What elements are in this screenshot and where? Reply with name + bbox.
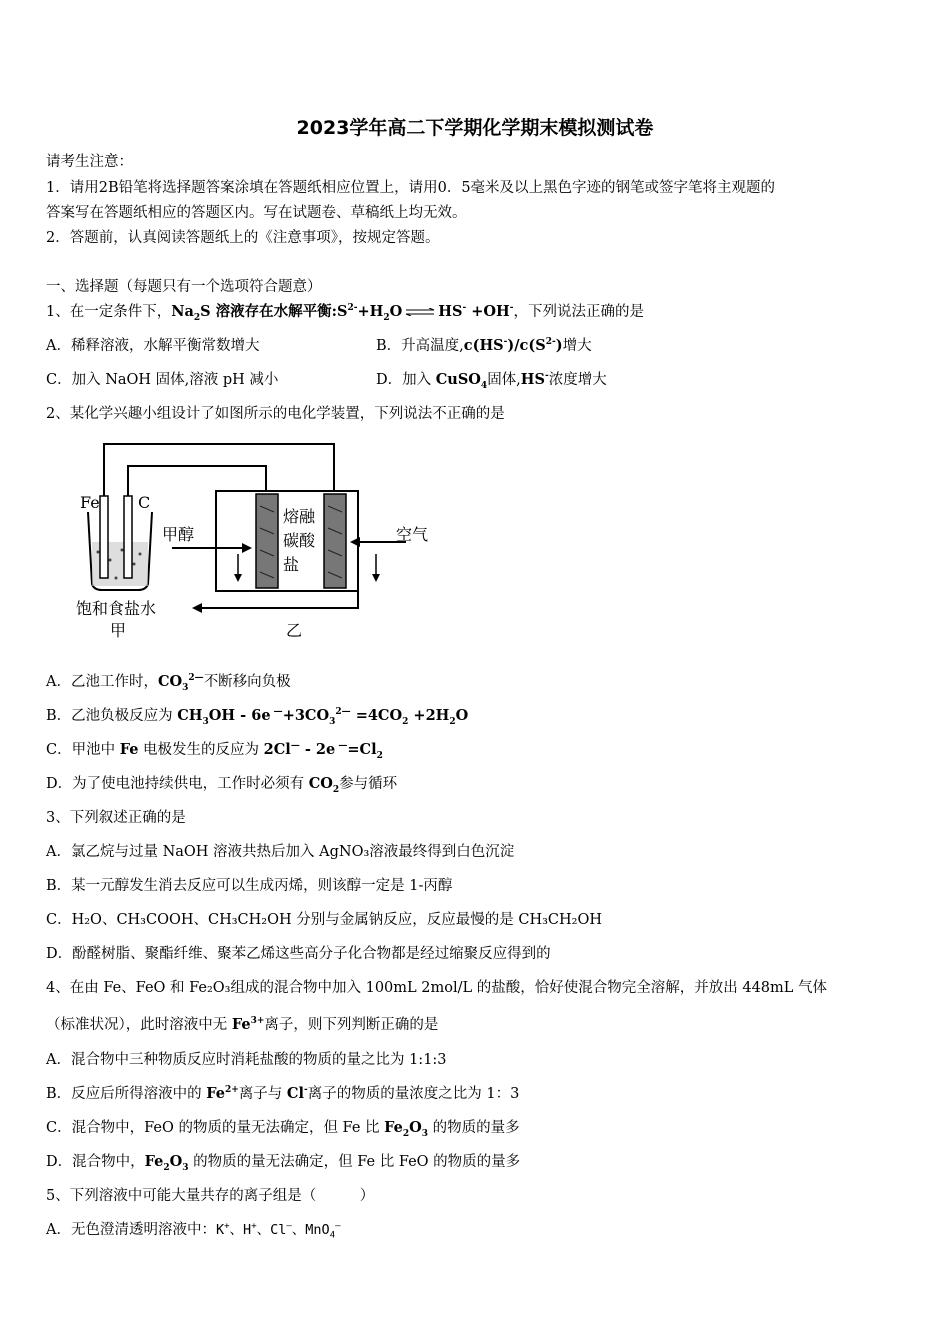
question-3-option-d: D．酚醛树脂、聚酯纤维、聚苯乙烯这些高分子化合物都是经过缩聚反应得到的 [46, 946, 551, 962]
question-4-option-c: C．混合物中，FeO 的物质的量无法确定，但 Fe 比 $Fe_2O_3$ 的物质的量多 [46, 1119, 520, 1139]
cathode-down-arrow-icon [372, 574, 380, 582]
c-electrode [124, 496, 132, 578]
label-saltwater: 饱和食盐水 [76, 599, 157, 618]
question-1-option-c: C．加入 NaOH 固体,溶液 pH 减小 [46, 372, 279, 388]
label-electrolyte-2: 碳酸 [283, 531, 316, 550]
label-electrolyte-3: 盐 [283, 555, 300, 574]
notice-item-2: 2．答题前，认真阅读答题纸上的《注意事项》，按规定答题。 [46, 230, 440, 246]
question-2-option-d: D．为了使电池持续供电，工作时必须有 $CO_2$参与循环 [46, 775, 398, 795]
question-2-option-c: C．甲池中 Fe 电极发生的反应为 2Cl— - 2e $^—=Cl_2$ [46, 741, 383, 761]
question-3-option-a: A．氯乙烷与过量 NaOH 溶液共热后加入 AgNO₃溶液最终得到白色沉淀 [46, 844, 515, 860]
air-inlet-arrow-icon [350, 537, 360, 547]
equilibrium-arrow-icon [405, 308, 435, 316]
methanol-inlet-arrow-icon [242, 543, 252, 553]
question-2-option-b: B．乙池负极反应为 $CH_3OH - 6e$ $^—+3CO_3^{2—} =4CO_2 +2H_2O$ [46, 707, 469, 727]
question-2-stem: 2、某化学兴趣小组设计了如图所示的电化学装置，下列说法不正确的是 [46, 406, 505, 422]
question-3-option-b: B．某一元醇发生消去反应可以生成丙烯，则该醇一定是 1-丙醇 [46, 878, 453, 894]
notice-heading: 请考生注意： [46, 154, 133, 170]
q1-stem-prefix: 1、在一定条件下， [46, 304, 172, 320]
question-4-option-b: B．反应后所得溶液中的 $Fe^{2+}$离子与 Cl-离子的物质的量浓度之比为 1：3 [46, 1085, 520, 1102]
label-electrolyte-1: 熔融 [283, 507, 316, 526]
question-4-stem-a: 4、在由 Fe、FeO 和 Fe₂O₃组成的混合物中加入 100mL 2mol/L 的盐酸，恰好使混合物完全溶解，并放出 448mL 气体 [46, 980, 828, 996]
question-3-option-c: C．H₂O、CH₃COOH、CH₃CH₂OH 分别与金属钠反应，反应最慢的是 CH₃CH₂OH [46, 912, 602, 928]
question-3-stem: 3、下列叙述正确的是 [46, 810, 186, 826]
question-5-stem: 5、下列溶液中可能大量共存的离子组是（ ） [46, 1188, 375, 1204]
question-4-option-d: D．混合物中，$Fe_2O_3$ 的物质的量无法确定，但 Fe 比 FeO 的物质的量多 [46, 1153, 521, 1173]
label-methanol: 甲醇 [162, 525, 195, 544]
anode-electrode [256, 494, 278, 588]
page-title: 2023学年高二下学期化学期末模拟测试卷 [296, 117, 654, 139]
question-1-option-d: D．加入 CuSO$_4$固体,HS-浓度增大 [376, 371, 607, 391]
label-air: 空气 [396, 525, 429, 544]
label-fe: Fe [80, 493, 100, 512]
cathode-electrode [324, 494, 346, 588]
recycle-arrow-icon [192, 603, 202, 613]
label-cell-jia: 甲 [110, 621, 127, 640]
label-c: C [138, 493, 151, 512]
question-2-option-a: A．乙池工作时，$CO_3^{2—}$不断移向负极 [46, 673, 291, 693]
q1-stem-suffix: ，下列说法正确的是 [513, 304, 644, 320]
question-4-stem-b: （标准状况），此时溶液中无 $Fe^{3+}$离子，则下列判断正确的是 [46, 1016, 439, 1033]
fe-electrode [100, 496, 108, 578]
electrochemical-apparatus-diagram [76, 436, 446, 646]
anode-down-arrow-icon [234, 574, 242, 582]
question-1-option-b: B．升高温度$,c(HS^-)/c(S^{2-})$增大 [376, 337, 592, 354]
question-5-option-a: A．无色澄清透明溶液中：K+、H+、Cl—、MnO$_4$— [46, 1221, 341, 1241]
notice-item-1b: 答案写在答题纸相应的答题区内。写在试题卷、草稿纸上均无效。 [46, 205, 467, 221]
label-cell-yi: 乙 [286, 621, 303, 640]
section-heading: 一、选择题（每题只有一个选项符合题意） [46, 279, 322, 295]
question-1-stem: 1、在一定条件下，$Na_2S$ 溶液存在水解平衡$:S^{2-}+H_2O$ HS- +OH-，下列说法正确的是 [46, 303, 644, 323]
question-1-option-a: A．稀释溶液，水解平衡常数增大 [46, 338, 260, 354]
question-4-option-a: A．混合物中三种物质反应时消耗盐酸的物质的量之比为 1:1:3 [46, 1052, 447, 1068]
notice-item-1a: 1．请用2B铅笔将选择题答案涂填在答题纸相应位置上，请用0．5毫米及以上黑色字迹的钢笔或签字笔将主观题的 [46, 180, 776, 196]
